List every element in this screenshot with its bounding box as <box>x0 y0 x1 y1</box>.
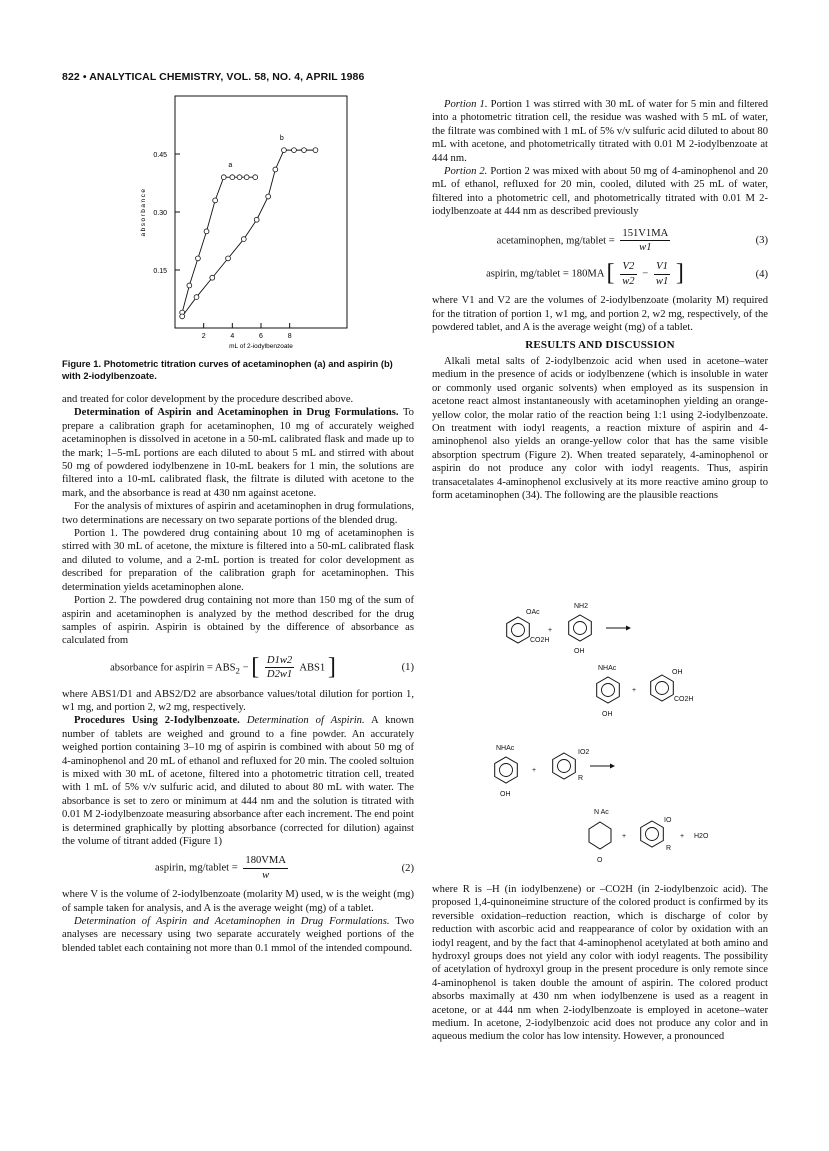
chem-label: H2O <box>694 833 709 840</box>
paragraph: For the analysis of mixtures of aspirin and acetaminophen in drug formulations, two determinations are necessary on two separate portions of the blended drug. <box>62 501 414 526</box>
data-point-a <box>204 229 209 234</box>
chem-label: R <box>666 845 672 852</box>
subsection-heading: Determination of Aspirin and Acetaminophen in Drug Formulations. <box>74 916 390 928</box>
data-point-a <box>187 283 192 288</box>
x-axis-label: mL of 2-iodylbenzoate <box>229 343 293 350</box>
caption-label: Figure 1. <box>62 358 102 369</box>
chem-plus: + <box>548 627 553 634</box>
data-point-b <box>302 148 307 153</box>
aspirin-ring-icon <box>507 617 530 643</box>
series-label-a: a <box>228 162 233 170</box>
paragraph: where ABS1/D1 and ABS2/D2 are absorbance values/total dilution for portion 1, w1 mg, and portion 2, w2 mg, respectively. <box>62 688 414 713</box>
subsection-heading: Portion 1. <box>444 99 488 110</box>
equation-1: absorbance for aspirin = $ABS_2$ − [ $\frac{D1w2}{D2w1}$ ABS1 ] (1) <box>110 653 414 681</box>
data-point-b <box>266 194 271 199</box>
eq2-number: (2) <box>401 862 414 874</box>
chem-plus: + <box>680 833 685 840</box>
data-point-b <box>254 217 259 222</box>
paragraph <box>432 98 768 165</box>
eq4-minus: − <box>642 268 649 280</box>
right-column <box>432 98 768 502</box>
eq3-numerator: 151V1MA <box>620 227 670 241</box>
paragraph: Portion 1. The powdered drug containing about 10 mg of acetaminophen is stirred with 30 mL of acetone, the mixture is filtered into a 50-mL calibrated flask and diluted to volume, and a 2-mL portion is treated for color development as described for preparation of the calibration graph for acetaminophen. This determination yields acetaminophen alone. <box>62 528 414 593</box>
data-point-b <box>313 148 318 153</box>
eq2-denominator: w <box>262 869 270 881</box>
chem-label: CO2H <box>530 637 550 644</box>
acetaminophen-ring-icon <box>495 757 518 783</box>
data-point-a <box>230 175 235 180</box>
subsection-heading: Portion 2. <box>444 166 488 178</box>
chem-label: NH2 <box>574 603 589 610</box>
chem-label: NHAc <box>598 665 617 672</box>
paragraph-text: Portion 1 was stirred with 30 mL of water for 5 min and filtered into a photometric titration cell, the residue was washed with 5 mL of water, the filtrate was combined with 1 mL of 5% v/v sulfuric acid diluted to about 80 mL with acetone, and photometrically titrated with 0.01 M 2-iodylbenzoate at 444 nm. <box>432 99 768 164</box>
running-head: 822 • ANALYTICAL CHEMISTRY, VOL. 58, NO. 4, APRIL 1986 <box>62 71 365 83</box>
arrowhead-icon <box>610 764 615 769</box>
paragraph: where V1 and V2 are the volumes of 2-iodylbenzoate (molarity M) required for the titration of portion 1, w1 mg, and portion 2, w2 mg, respectively, of the powdered tablet, and A is the average weight (mg) of a tablet. <box>432 295 768 334</box>
left-column <box>62 393 414 955</box>
eq1-number: (1) <box>401 661 414 673</box>
chem-plus: + <box>532 767 537 774</box>
series-line-b <box>182 150 315 316</box>
data-point-b <box>273 167 278 172</box>
chem-label: N Ac <box>594 809 609 816</box>
eq4-n1: V2 <box>620 260 636 274</box>
y-tick-label: 0.45 <box>153 152 167 159</box>
chem-label: NHAc <box>496 745 515 752</box>
chem-label: CO2H <box>674 696 694 703</box>
chem-label: OH <box>574 648 585 655</box>
caption-text: Photometric titration curves of acetaminophen (a) and aspirin (b) with 2-iodylbenzoate. <box>62 358 393 381</box>
paragraph <box>432 165 768 219</box>
data-point-a <box>213 198 218 203</box>
data-point-b <box>180 314 185 319</box>
chem-label: IO2 <box>578 749 590 756</box>
paragraph: and treated for color development by the procedure described above. <box>62 394 354 405</box>
paragraph <box>62 406 414 500</box>
paragraph-text: A known number of tablets are weighed and ground to a fine powder. An accurately weighed portion containing 3–10 mg of aspirin is combined with about 50 mg of 4-aminophenol and 20 mL of ethanol and refluxed for 20 min. The cooled soltuion is mixed with 30 mL of acetone, filtered into a photometric titration cell, treated with 1 mL of 5% v/v sulfuric acid, and diluted to about 80 mL with water. The absorbance is set to zero or minimum at 444 nm and the solution is titrated with 0.01 M 2-iodylbenzoate measuring absorbance after each increment. The end point is determined graphically by plotting absorbance (corrected for dilution) against the volume of titrant added (Figure 1) <box>62 715 414 847</box>
data-point-b <box>226 256 231 261</box>
section-heading-results: RESULTS AND DISCUSSION <box>525 338 675 351</box>
eq1-abs1: ABS1 <box>299 662 326 674</box>
paragraph <box>62 915 414 955</box>
eq1-minus: − <box>242 662 249 674</box>
data-point-a <box>196 256 201 261</box>
x-tick-label: 6 <box>259 333 263 340</box>
eq1-lhs: absorbance for aspirin = ABS <box>110 662 236 674</box>
data-point-a <box>237 175 242 180</box>
eq4-number: (4) <box>755 268 768 280</box>
quinoneimine-ring-icon <box>589 822 611 849</box>
eq2-numerator: 180VMA <box>243 854 288 868</box>
eq4-d2: w1 <box>655 275 669 287</box>
eq3-lhs: acetaminophen, mg/tablet = <box>496 235 615 246</box>
eq1-sub: 2 <box>235 665 240 676</box>
paragraph: Portion 2. The powdered drug containing not more than 150 mg of the sum of aspirin and acetaminophen is analyzed by the method described for the drug samples of aspirin. Aspirin is obtained by the difference of absorbance as calculated from <box>62 595 414 647</box>
data-point-a <box>221 175 226 180</box>
iodoso-ring-icon <box>641 821 664 847</box>
data-point-b <box>194 295 199 300</box>
paragraph: Alkali metal salts of 2-iodylbenzoic acid when used in acetone–water medium in the presence of acids or iodylbenzene (which is insoluble in water or commonly used organic solvents) when employed as its suspension in acetone react almost instantaneously with acetaminophen yielding an orange-yellow color, the molar ratio of the reaction being 1:1 using 2-iodylbenzoate. On treatment with iodyl reagents, a reaction mixture of aspirin and 4-aminophenol also yields an orange-yellow color that has the same visible absorption spectrum (Figure 2). When treated separately, 4-aminophenol or aspirin do not produce any color with iodyl reagents. Thus, aspirin transacetalates 4-aminophenol exclusively at its more reactive amino group to form acetaminophen (34). The following are the plausible reactions <box>432 355 768 501</box>
subsection-heading: Determination of Aspirin. <box>246 715 365 727</box>
aminophenol-ring-icon <box>569 615 592 641</box>
chem-label: O <box>597 857 603 864</box>
paragraph: where V is the volume of 2-iodylbenzoate (molarity M) used, w is the weight (mg) of sample taken for analysis, and A is the average weight (mg) of a tablet. <box>62 889 414 914</box>
reaction-scheme <box>490 590 770 870</box>
chem-label: IO <box>664 817 672 824</box>
chem-plus: + <box>622 833 627 840</box>
chem-label: OH <box>672 669 683 676</box>
equation-4: aspirin, mg/tablet = 180MA [ $\frac{V2}{w2}$ − $\frac{V1}{w1}$ ] (4) <box>486 260 768 287</box>
salicylic-ring-icon <box>651 675 674 701</box>
paragraph: where R is –H (in iodylbenzene) or –CO2H (in 2-iodylbenzoic acid). The proposed 1,4-quinoneimine structure of the colored product is confirmed by its reversible oxidation–reduction reaction, which is discharge of color by reduction with ascorbic acid and reappearance of color by oxidation with an iodyl reagent, and by the fact that 4-aminophenol acetylated at both amino and hydroxyl groups does not yield any color with iodyl reagents. The possibility of acetylation of hydroxyl group in the present procedure is only remote since 4-aminophenol is taken double the amount of aspirin. The colored product absorbs maximally at 430 nm when iodylbenzene is used as a reagent in acetone, or at 444 nm when 2-iodylbenzoate is employed in acetone–water medium. In acetone, 2-iodylbenzoic acid does not produce any color and in aqueous medium the color has low intensity. However, a pronounced <box>432 884 768 1043</box>
equation-2 <box>62 854 414 882</box>
x-tick-label: 4 <box>230 333 235 340</box>
y-tick-label: 0.30 <box>153 210 167 217</box>
equation-3 <box>432 227 768 255</box>
eq1-denominator: D2w1 <box>266 669 293 681</box>
arrowhead-icon <box>626 626 631 631</box>
eq3-denominator: w1 <box>639 242 652 254</box>
eq4-d1: w2 <box>622 275 635 287</box>
y-tick-label: 0.15 <box>153 268 167 275</box>
chem-plus: + <box>632 687 637 694</box>
data-point-b <box>282 148 287 153</box>
eq4-lhs: aspirin, mg/tablet = 180MA <box>486 268 604 280</box>
paragraph-text: Two analyses are necessary using two separate accurately weighed portions of the blended tablet each containing not more than 0.1 mmol of the intended compound. <box>62 916 414 954</box>
chem-label: OAc <box>526 609 540 616</box>
eq3-number: (3) <box>755 234 768 246</box>
iodyl-ring-icon <box>553 753 576 779</box>
eq2-lhs: aspirin, mg/tablet = <box>154 862 238 874</box>
series-line-a <box>182 177 255 312</box>
x-tick-label: 8 <box>287 333 292 340</box>
y-axis-label: absorbance <box>140 187 147 237</box>
data-point-b <box>210 275 215 280</box>
paragraph <box>62 714 414 848</box>
paragraph-text: To prepare a calibration graph for acetaminophen, 10 mg of accurately weighed acetaminophen is dissolved in acetone in a 50-mL calibrated flask and made up to the mark; 1–5-mL portions are each diluted to about 5 mL and stirred with about 50 mg of powdered iodylbenzene in 10-mL beakers for 1 min, the solutions are filtered into a 10-mL calibrated flask, the filtrate is diluted with acetone to the mark, and the absorbance is read at 430 nm against acetone. <box>62 407 414 499</box>
eq1-numerator: D1w2 <box>265 654 294 668</box>
acetaminophen-ring-icon <box>597 677 620 703</box>
figure-1-chart <box>95 88 395 350</box>
chem-label: R <box>578 775 584 782</box>
section-heading: Procedures Using 2-Iodylbenzoate. <box>74 715 240 727</box>
data-point-a <box>253 175 258 180</box>
eq4-n2: V1 <box>654 260 670 274</box>
data-point-b <box>292 148 297 153</box>
paragraph-text: Portion 2 was mixed with about 50 mg of 4-aminophenol and 20 mL of ethanol, refluxed for 20 min, cooled, diluted with 25 mL of water, filtered into a photometric cell, and photometrically titrated with 0.01 M 2-iodylbenzoate at 444 nm as described previously <box>432 166 768 218</box>
series-label-b: b <box>279 135 284 143</box>
chem-label: OH <box>602 711 613 718</box>
right-column-lower <box>432 883 768 1044</box>
data-point-b <box>241 237 246 242</box>
figure-1-caption <box>62 358 414 381</box>
data-point-a <box>244 175 249 180</box>
x-tick-label: 2 <box>201 333 206 340</box>
chem-label: OH <box>500 791 511 798</box>
section-heading: Determination of Aspirin and Acetaminophen in Drug Formulations. <box>74 407 399 419</box>
